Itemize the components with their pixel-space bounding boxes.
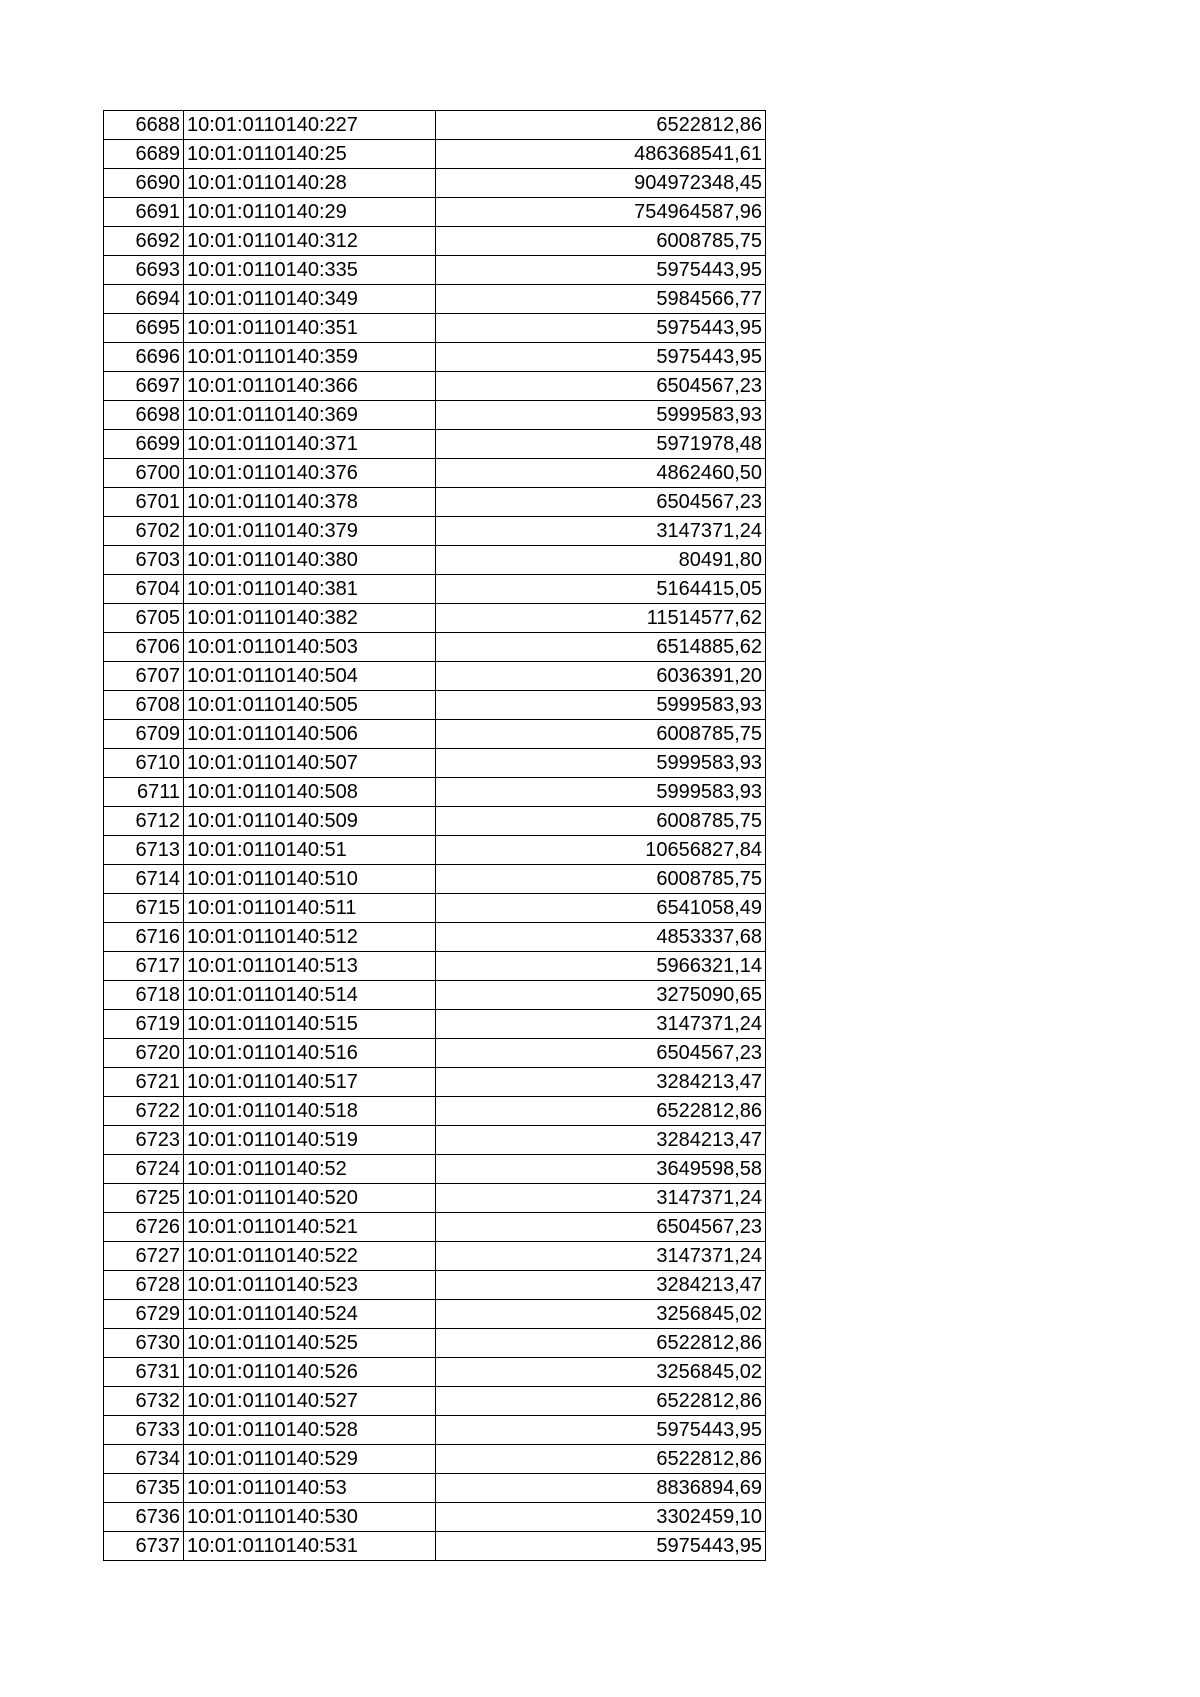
table-row	[104, 778, 766, 807]
row-number-cell: 6690	[104, 169, 184, 198]
cadastral-number-cell: 10:01:0110140:531	[184, 1532, 436, 1561]
table-row	[104, 1358, 766, 1387]
cadastral-value-table	[103, 110, 766, 1561]
value-cell: 10656827,84	[436, 836, 766, 865]
value-cell: 3256845,02	[436, 1358, 766, 1387]
table-row	[104, 198, 766, 227]
cadastral-number-cell: 10:01:0110140:530	[184, 1503, 436, 1532]
value-cell: 80491,80	[436, 546, 766, 575]
value-cell: 5971978,48	[436, 430, 766, 459]
row-number-cell: 6691	[104, 198, 184, 227]
cadastral-number-cell: 10:01:0110140:529	[184, 1445, 436, 1474]
row-number-cell: 6701	[104, 488, 184, 517]
value-cell: 6522812,86	[436, 1097, 766, 1126]
value-cell: 3302459,10	[436, 1503, 766, 1532]
cadastral-number-cell: 10:01:0110140:522	[184, 1242, 436, 1271]
cadastral-number-cell: 10:01:0110140:511	[184, 894, 436, 923]
row-number-cell: 6695	[104, 314, 184, 343]
row-number-cell: 6720	[104, 1039, 184, 1068]
table-row	[104, 488, 766, 517]
cadastral-number-cell: 10:01:0110140:519	[184, 1126, 436, 1155]
value-cell: 5984566,77	[436, 285, 766, 314]
cadastral-number-cell: 10:01:0110140:509	[184, 807, 436, 836]
table-row	[104, 749, 766, 778]
cadastral-number-cell: 10:01:0110140:516	[184, 1039, 436, 1068]
table-row	[104, 111, 766, 140]
table-row	[104, 227, 766, 256]
value-cell: 3147371,24	[436, 1010, 766, 1039]
table-row	[104, 1068, 766, 1097]
row-number-cell: 6700	[104, 459, 184, 488]
row-number-cell: 6692	[104, 227, 184, 256]
row-number-cell: 6714	[104, 865, 184, 894]
value-cell: 6522812,86	[436, 1387, 766, 1416]
row-number-cell: 6703	[104, 546, 184, 575]
value-cell: 3284213,47	[436, 1271, 766, 1300]
row-number-cell: 6710	[104, 749, 184, 778]
cadastral-number-cell: 10:01:0110140:53	[184, 1474, 436, 1503]
cadastral-number-cell: 10:01:0110140:376	[184, 459, 436, 488]
row-number-cell: 6696	[104, 343, 184, 372]
value-cell: 6036391,20	[436, 662, 766, 691]
table-row	[104, 401, 766, 430]
row-number-cell: 6725	[104, 1184, 184, 1213]
value-cell: 6522812,86	[436, 111, 766, 140]
row-number-cell: 6708	[104, 691, 184, 720]
cadastral-number-cell: 10:01:0110140:369	[184, 401, 436, 430]
cadastral-number-cell: 10:01:0110140:507	[184, 749, 436, 778]
row-number-cell: 6713	[104, 836, 184, 865]
cadastral-number-cell: 10:01:0110140:359	[184, 343, 436, 372]
row-number-cell: 6688	[104, 111, 184, 140]
row-number-cell: 6709	[104, 720, 184, 749]
table-row	[104, 140, 766, 169]
table-row	[104, 662, 766, 691]
row-number-cell: 6721	[104, 1068, 184, 1097]
table-row	[104, 1300, 766, 1329]
value-cell: 3147371,24	[436, 517, 766, 546]
value-cell: 6522812,86	[436, 1329, 766, 1358]
table-row	[104, 1532, 766, 1561]
table-row	[104, 1271, 766, 1300]
cadastral-number-cell: 10:01:0110140:504	[184, 662, 436, 691]
cadastral-number-cell: 10:01:0110140:382	[184, 604, 436, 633]
table-row	[104, 1503, 766, 1532]
cadastral-number-cell: 10:01:0110140:523	[184, 1271, 436, 1300]
table-row	[104, 459, 766, 488]
row-number-cell: 6693	[104, 256, 184, 285]
value-cell: 486368541,61	[436, 140, 766, 169]
table-row	[104, 836, 766, 865]
cadastral-number-cell: 10:01:0110140:518	[184, 1097, 436, 1126]
cadastral-number-cell: 10:01:0110140:28	[184, 169, 436, 198]
value-cell: 904972348,45	[436, 169, 766, 198]
row-number-cell: 6702	[104, 517, 184, 546]
table-row	[104, 1010, 766, 1039]
table-row	[104, 1155, 766, 1184]
value-cell: 6514885,62	[436, 633, 766, 662]
table-row	[104, 923, 766, 952]
table-row	[104, 430, 766, 459]
row-number-cell: 6704	[104, 575, 184, 604]
cadastral-number-cell: 10:01:0110140:526	[184, 1358, 436, 1387]
row-number-cell: 6732	[104, 1387, 184, 1416]
cadastral-number-cell: 10:01:0110140:312	[184, 227, 436, 256]
cadastral-number-cell: 10:01:0110140:371	[184, 430, 436, 459]
row-number-cell: 6730	[104, 1329, 184, 1358]
value-cell: 5966321,14	[436, 952, 766, 981]
value-cell: 11514577,62	[436, 604, 766, 633]
table-row	[104, 546, 766, 575]
row-number-cell: 6727	[104, 1242, 184, 1271]
table-row	[104, 1416, 766, 1445]
value-cell: 3256845,02	[436, 1300, 766, 1329]
table-row	[104, 1184, 766, 1213]
table-row	[104, 720, 766, 749]
cadastral-number-cell: 10:01:0110140:510	[184, 865, 436, 894]
value-cell: 6008785,75	[436, 720, 766, 749]
value-cell: 3284213,47	[436, 1126, 766, 1155]
cadastral-number-cell: 10:01:0110140:366	[184, 372, 436, 401]
cadastral-number-cell: 10:01:0110140:503	[184, 633, 436, 662]
row-number-cell: 6722	[104, 1097, 184, 1126]
row-number-cell: 6728	[104, 1271, 184, 1300]
cadastral-number-cell: 10:01:0110140:51	[184, 836, 436, 865]
value-cell: 6504567,23	[436, 1039, 766, 1068]
cadastral-number-cell: 10:01:0110140:380	[184, 546, 436, 575]
row-number-cell: 6723	[104, 1126, 184, 1155]
row-number-cell: 6716	[104, 923, 184, 952]
value-cell: 3147371,24	[436, 1242, 766, 1271]
cadastral-number-cell: 10:01:0110140:349	[184, 285, 436, 314]
row-number-cell: 6705	[104, 604, 184, 633]
row-number-cell: 6711	[104, 778, 184, 807]
value-cell: 3649598,58	[436, 1155, 766, 1184]
value-cell: 6504567,23	[436, 372, 766, 401]
cadastral-number-cell: 10:01:0110140:335	[184, 256, 436, 285]
row-number-cell: 6731	[104, 1358, 184, 1387]
table-row	[104, 807, 766, 836]
row-number-cell: 6697	[104, 372, 184, 401]
cadastral-number-cell: 10:01:0110140:227	[184, 111, 436, 140]
value-cell: 6504567,23	[436, 1213, 766, 1242]
row-number-cell: 6726	[104, 1213, 184, 1242]
table-row	[104, 981, 766, 1010]
value-cell: 4853337,68	[436, 923, 766, 952]
row-number-cell: 6734	[104, 1445, 184, 1474]
table-row	[104, 894, 766, 923]
value-cell: 5999583,93	[436, 749, 766, 778]
table-row	[104, 865, 766, 894]
cadastral-number-cell: 10:01:0110140:517	[184, 1068, 436, 1097]
table-row	[104, 1329, 766, 1358]
table-row	[104, 1213, 766, 1242]
table-row	[104, 372, 766, 401]
value-cell: 6008785,75	[436, 865, 766, 894]
row-number-cell: 6694	[104, 285, 184, 314]
table-row	[104, 285, 766, 314]
row-number-cell: 6715	[104, 894, 184, 923]
cadastral-number-cell: 10:01:0110140:381	[184, 575, 436, 604]
value-cell: 5975443,95	[436, 314, 766, 343]
value-cell: 5999583,93	[436, 691, 766, 720]
cadastral-number-cell: 10:01:0110140:506	[184, 720, 436, 749]
table-body	[104, 111, 766, 1561]
row-number-cell: 6717	[104, 952, 184, 981]
row-number-cell: 6735	[104, 1474, 184, 1503]
table-row	[104, 691, 766, 720]
value-cell: 5975443,95	[436, 343, 766, 372]
cadastral-number-cell: 10:01:0110140:29	[184, 198, 436, 227]
row-number-cell: 6733	[104, 1416, 184, 1445]
value-cell: 6541058,49	[436, 894, 766, 923]
value-cell: 5975443,95	[436, 1532, 766, 1561]
value-cell: 5975443,95	[436, 256, 766, 285]
table-row	[104, 169, 766, 198]
table-row	[104, 575, 766, 604]
table-row	[104, 633, 766, 662]
cadastral-number-cell: 10:01:0110140:512	[184, 923, 436, 952]
row-number-cell: 6729	[104, 1300, 184, 1329]
value-cell: 6008785,75	[436, 227, 766, 256]
table-row	[104, 1242, 766, 1271]
cadastral-number-cell: 10:01:0110140:508	[184, 778, 436, 807]
cadastral-number-cell: 10:01:0110140:515	[184, 1010, 436, 1039]
row-number-cell: 6719	[104, 1010, 184, 1039]
table-row	[104, 517, 766, 546]
row-number-cell: 6737	[104, 1532, 184, 1561]
table-row	[104, 1126, 766, 1155]
value-cell: 5999583,93	[436, 778, 766, 807]
value-cell: 754964587,96	[436, 198, 766, 227]
table-row	[104, 1097, 766, 1126]
row-number-cell: 6698	[104, 401, 184, 430]
value-cell: 3275090,65	[436, 981, 766, 1010]
value-cell: 5975443,95	[436, 1416, 766, 1445]
table-row	[104, 952, 766, 981]
value-cell: 3284213,47	[436, 1068, 766, 1097]
table-row	[104, 343, 766, 372]
row-number-cell: 6736	[104, 1503, 184, 1532]
cadastral-number-cell: 10:01:0110140:514	[184, 981, 436, 1010]
cadastral-number-cell: 10:01:0110140:378	[184, 488, 436, 517]
cadastral-number-cell: 10:01:0110140:25	[184, 140, 436, 169]
cadastral-number-cell: 10:01:0110140:513	[184, 952, 436, 981]
table-row	[104, 314, 766, 343]
cadastral-number-cell: 10:01:0110140:351	[184, 314, 436, 343]
cadastral-number-cell: 10:01:0110140:527	[184, 1387, 436, 1416]
row-number-cell: 6689	[104, 140, 184, 169]
row-number-cell: 6706	[104, 633, 184, 662]
table-row	[104, 1387, 766, 1416]
table-row	[104, 256, 766, 285]
row-number-cell: 6724	[104, 1155, 184, 1184]
cadastral-number-cell: 10:01:0110140:524	[184, 1300, 436, 1329]
row-number-cell: 6699	[104, 430, 184, 459]
cadastral-number-cell: 10:01:0110140:520	[184, 1184, 436, 1213]
value-cell: 6008785,75	[436, 807, 766, 836]
value-cell: 3147371,24	[436, 1184, 766, 1213]
table-row	[104, 1445, 766, 1474]
cadastral-number-cell: 10:01:0110140:379	[184, 517, 436, 546]
value-cell: 6504567,23	[436, 488, 766, 517]
row-number-cell: 6718	[104, 981, 184, 1010]
cadastral-number-cell: 10:01:0110140:528	[184, 1416, 436, 1445]
value-cell: 5999583,93	[436, 401, 766, 430]
table-row	[104, 1474, 766, 1503]
cadastral-number-cell: 10:01:0110140:525	[184, 1329, 436, 1358]
table-row	[104, 604, 766, 633]
cadastral-number-cell: 10:01:0110140:521	[184, 1213, 436, 1242]
cadastral-number-cell: 10:01:0110140:505	[184, 691, 436, 720]
value-cell: 5164415,05	[436, 575, 766, 604]
value-cell: 6522812,86	[436, 1445, 766, 1474]
row-number-cell: 6707	[104, 662, 184, 691]
cadastral-number-cell: 10:01:0110140:52	[184, 1155, 436, 1184]
value-cell: 8836894,69	[436, 1474, 766, 1503]
row-number-cell: 6712	[104, 807, 184, 836]
value-cell: 4862460,50	[436, 459, 766, 488]
table-row	[104, 1039, 766, 1068]
